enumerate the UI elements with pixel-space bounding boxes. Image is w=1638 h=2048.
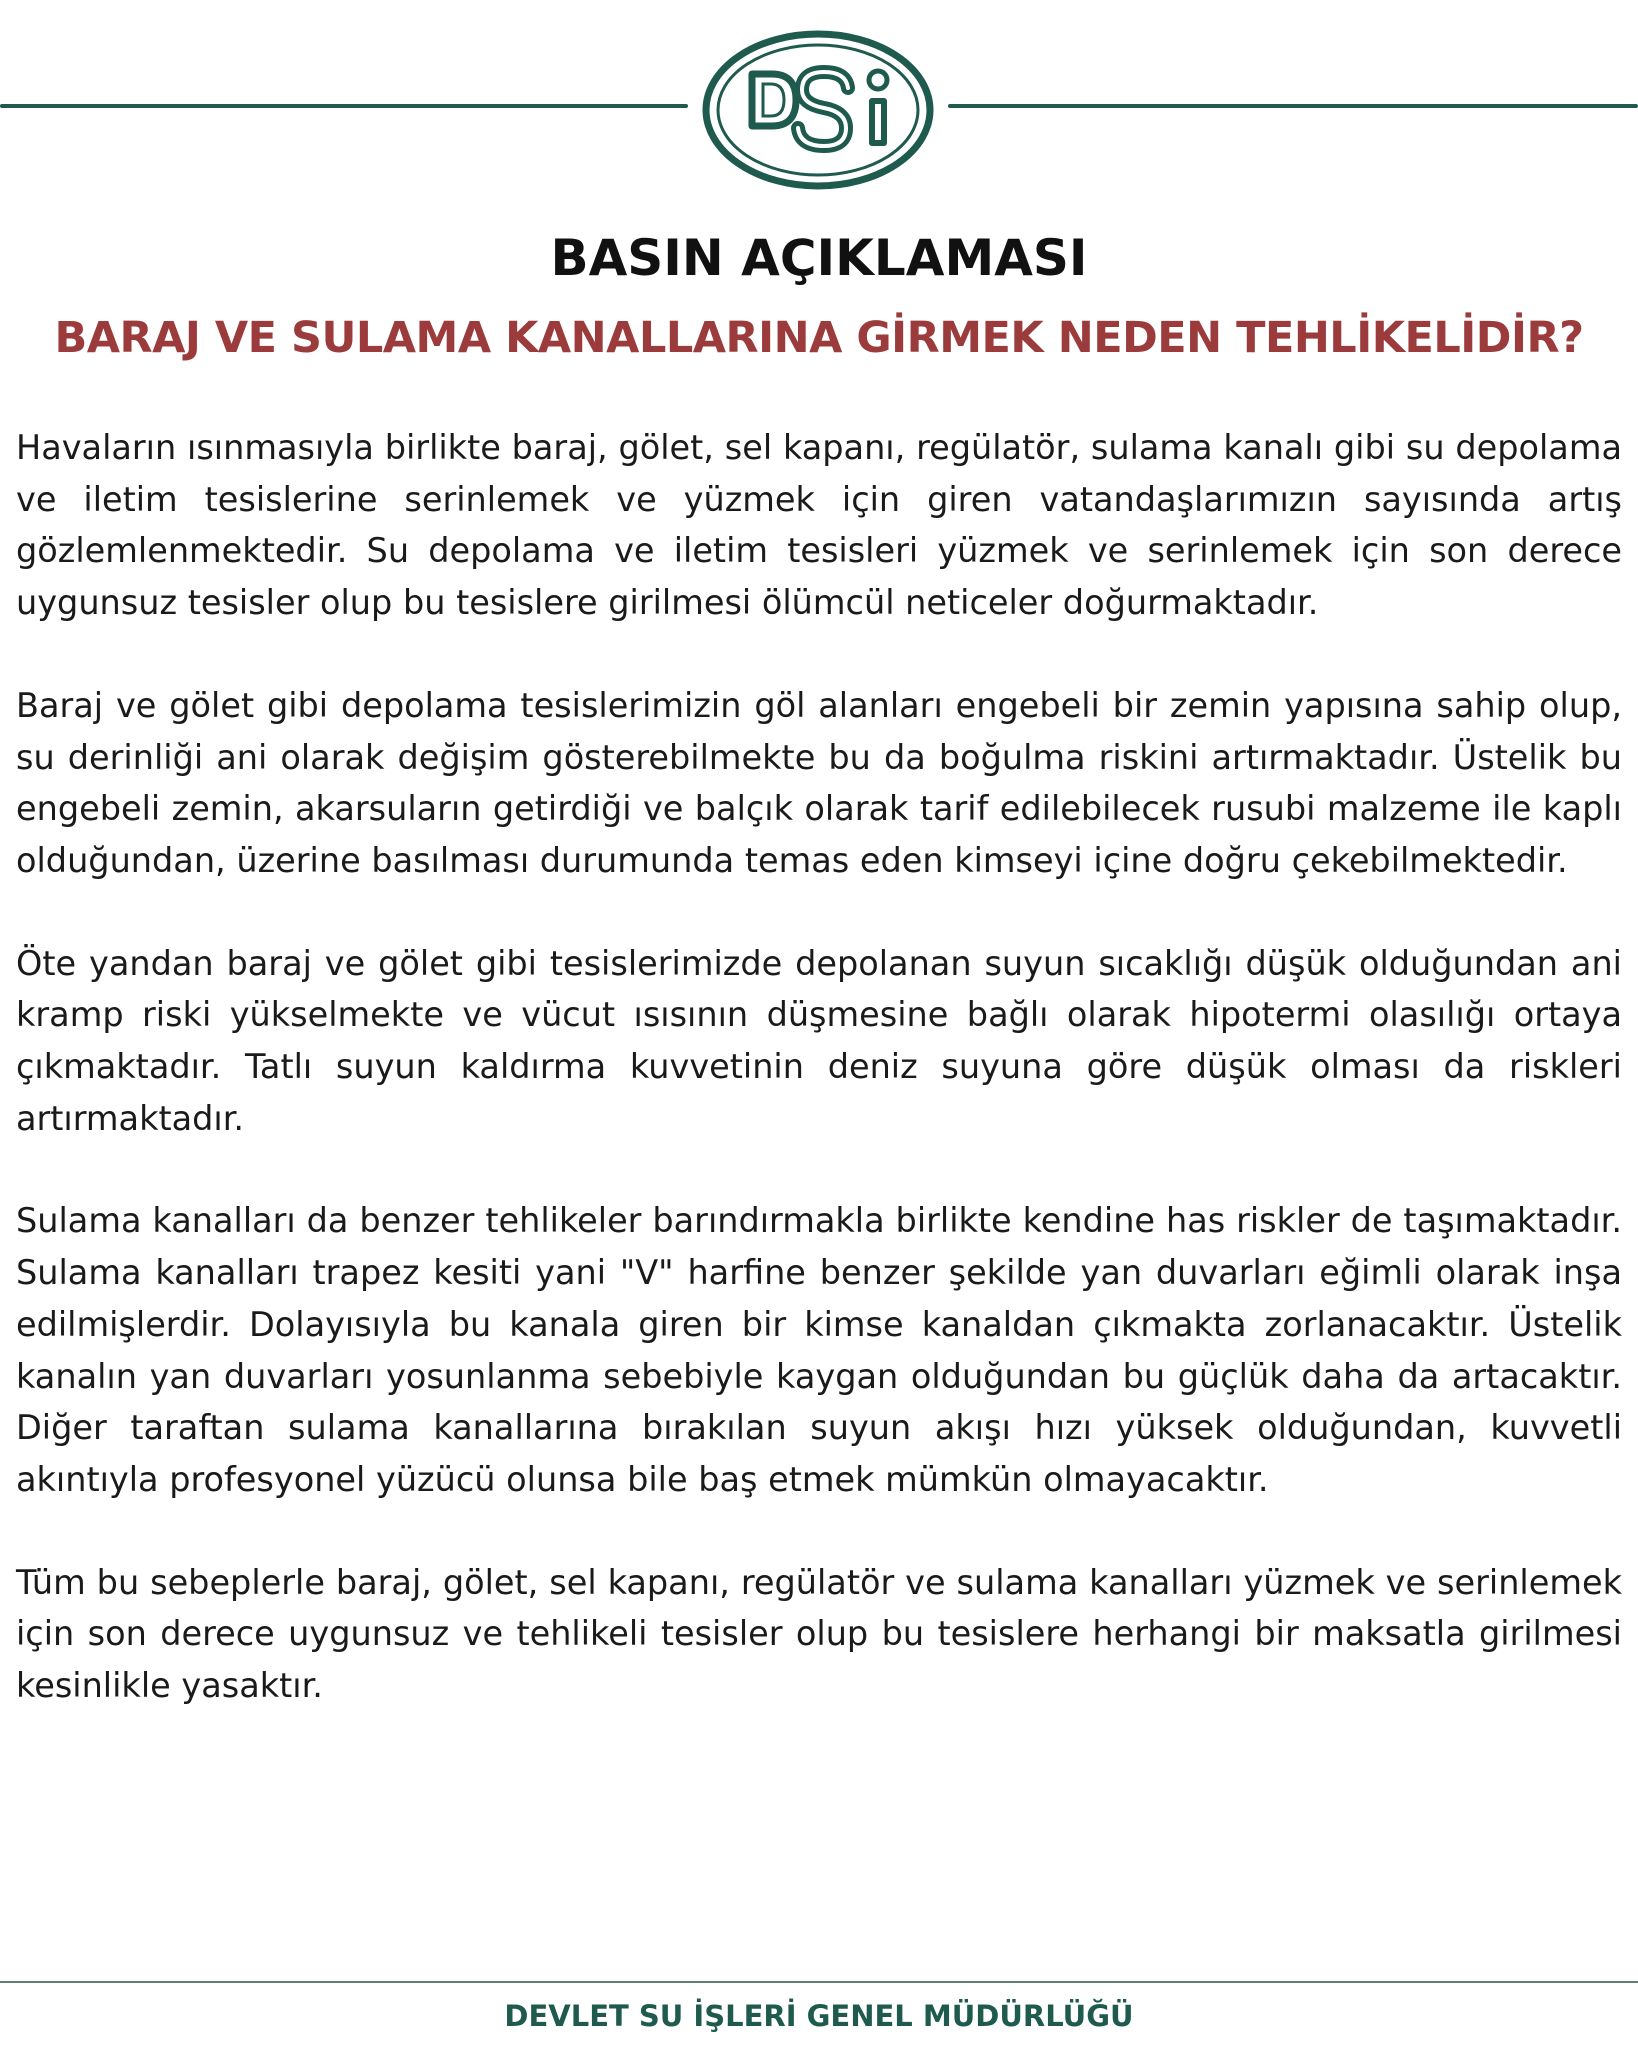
header-rule-left [0,104,688,108]
body-paragraph: Tüm bu sebeplerle baraj, gölet, sel kapanı, regülatör ve sulama kanalları yüzmek ve serinlemek için son derece uygunsuz ve tehlikeli tesisler olup bu tesislere herhangi bir maksatla girilmesi kesinlikle yasaktır. [16,1562,1622,1706]
body-paragraph: Havaların ısınmasıyla birlikte baraj, gölet, sel kapanı, regülatör, sulama kanalı gibi su depolama ve iletim tesislerine serinlemek ve yüzmek için giren vatandaşlarımızın sayısında artış gözlemlenmektedir. Su depolama ve iletim tesisleri yüzmek ve serinlemek için son derece uygunsuz tesisler olup bu tesislere girilmesi ölümcül neticeler doğurmaktadır. [16,428,1622,623]
dsi-logo-icon [700,28,936,192]
page-subtitle: BARAJ VE SULAMA KANALLARINA GİRMEK NEDEN TEHLİKELİDİR? [54,313,1584,363]
footer-rule [0,1981,1638,1983]
body-paragraph: Öte yandan baraj ve gölet gibi tesislerimizde depolanan suyun sıcaklığı düşük olduğundan ani kramp riski yükselmekte ve vücut ısısının düşmesine bağlı olarak hipotermi olasılığı ortaya çıkmaktadır. Tatlı suyun kaldırma kuvvetinin deniz suyuna göre düşük olması da riskleri artırmaktadır. [16,943,1622,1138]
body-paragraph: Baraj ve gölet gibi depolama tesislerimizin göl alanları engebeli bir zemin yapısına sahip olup, su derinliği ani olarak değişim gösterebilmekte bu da boğulma riskini artırmaktadır. Üstelik bu engebeli zemin, akarsuların getirdiği ve balçık olarak tarif edilebilecek rusubi malzeme ile kaplı olduğundan, üzerine basılması durumunda temas eden kimseyi içine doğru çekebilmektedir. [16,685,1622,880]
header-rule-right [948,104,1638,108]
page-title: BASIN AÇIKLAMASI [550,229,1088,287]
press-release-body [16,422,1622,1763]
footer-organization-name: DEVLET SU İŞLERİ GENEL MÜDÜRLÜĞÜ [504,1999,1134,2033]
body-paragraph: Sulama kanalları da benzer tehlikeler barındırmakla birlikte kendine has riskler de taşımaktadır. Sulama kanalları trapez kesiti yani "V" harfine benzer şekilde yan duvarları eğimli olarak inşa edilmişlerdir. Dolayısıyla bu kanala giren bir kimse kanaldan çıkmakta zorlanacaktır. Üstelik kanalın yan duvarları yosunlanma sebebiyle kaygan olduğundan bu güçlük daha da artacaktır. Diğer taraftan sulama kanallarına bırakılan suyun akışı hızı yüksek olduğundan, kuvvetli akıntıyla profesyonel yüzücü olunsa bile baş etmek mümkün olmayacaktır. [16,1201,1622,1499]
